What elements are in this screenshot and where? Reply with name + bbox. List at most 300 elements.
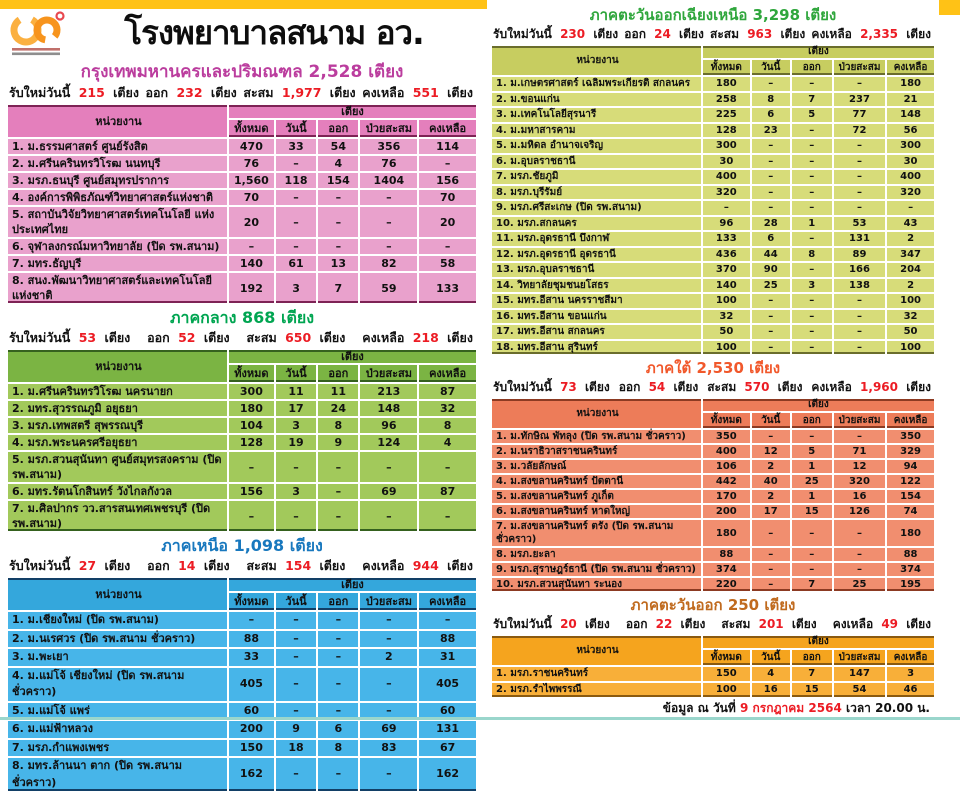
bed-value: – [275, 500, 317, 532]
org-name: 4. ม.สงขลานครินทร์ ปัตตานี [491, 474, 702, 489]
beds-subheader: คงเหลือ [418, 119, 477, 138]
bed-value: 106 [702, 459, 751, 474]
org-name: 6. ม.แม่ฟ้าหลวง [7, 720, 228, 739]
central-beds-table [6, 348, 478, 533]
org-name: 6. ม.อุบลราชธานี [491, 154, 702, 170]
bed-value: – [275, 757, 317, 792]
stat-label: คงเหลือ [811, 380, 857, 394]
bed-value: – [359, 667, 418, 702]
org-name: 7. มรภ.ชัยภูมิ [491, 169, 702, 185]
bed-value: – [791, 76, 833, 92]
central-stat-cum [247, 328, 346, 347]
stat-label: สะสม [721, 617, 755, 631]
org-name: 7. ม.ศิลปากร วว.สารสนเทศเพชรบุรี (ปิด รพ.สนาม) [7, 500, 228, 532]
org-name: 16. มทร.อีสาน ขอนแก่น [491, 309, 702, 325]
bed-value: 69 [359, 483, 418, 500]
east-stat-out [626, 615, 706, 633]
org-name: 15. มทร.อีสาน นครราชสีมา [491, 293, 702, 309]
bed-value: – [791, 138, 833, 154]
bed-value: 7 [791, 666, 833, 682]
table-row [7, 206, 477, 238]
bed-value: – [791, 519, 833, 547]
bed-value: 9 [317, 434, 359, 451]
bed-value: – [317, 206, 359, 238]
bed-value: 195 [886, 577, 935, 592]
bed-value: 118 [275, 172, 317, 189]
org-name: 9. มรภ.สุราษฎร์ธานี (ปิด รพ.สนาม ชั่วคราว) [491, 562, 702, 577]
beds-subheader: วันนี้ [275, 592, 317, 611]
table-row [491, 107, 935, 123]
table-row [491, 562, 935, 577]
bed-value: – [228, 238, 275, 255]
bed-value: 28 [751, 216, 791, 232]
bed-value: – [317, 483, 359, 500]
bed-value: 100 [702, 340, 751, 356]
bed-value: 356 [359, 138, 418, 155]
bed-value: 300 [702, 138, 751, 154]
stat-value: 232 [176, 85, 203, 100]
beds-column-header: เตียง [702, 398, 935, 412]
bed-value: – [751, 324, 791, 340]
right-column [487, 0, 939, 717]
org-name: 12. มรภ.อุดรธานี อุดรธานี [491, 247, 702, 263]
table-row [491, 293, 935, 309]
bed-value: 15 [791, 682, 833, 698]
bed-value: – [275, 238, 317, 255]
bangkok-daily-stats [6, 83, 478, 102]
org-name: 13. มรภ.อุบลราชธานี [491, 262, 702, 278]
bed-value: 100 [702, 293, 751, 309]
stat-unit: เตียง [199, 330, 230, 345]
bed-value: – [833, 293, 886, 309]
stat-value: 1,960 [860, 380, 899, 394]
bottom-accent-line [0, 717, 960, 720]
bed-value: – [275, 451, 317, 483]
stat-unit: เตียง [902, 617, 931, 631]
north-stat-cum [247, 556, 346, 575]
stat-value: 944 [412, 558, 439, 573]
bed-value: – [317, 630, 359, 649]
beds-subheader: ทั้งหมด [702, 59, 751, 76]
bed-value: 56 [886, 123, 935, 139]
mhesi-logo-icon [6, 11, 68, 59]
stat-value: 52 [178, 330, 196, 345]
bed-value: 2 [359, 648, 418, 667]
bed-value: 1 [791, 489, 833, 504]
bed-value: 470 [228, 138, 275, 155]
bed-value: 100 [702, 682, 751, 698]
bed-value: – [791, 231, 833, 247]
bed-value: 87 [418, 483, 477, 500]
stat-unit: เตียง [315, 330, 346, 345]
bed-value: 133 [418, 272, 477, 304]
table-header-row [7, 104, 477, 119]
bed-value: 32 [702, 309, 751, 325]
bed-value: – [791, 429, 833, 444]
org-name: 1. มรภ.ราชนครินทร์ [491, 666, 702, 682]
bed-value: 69 [359, 720, 418, 739]
bed-value: – [751, 429, 791, 444]
south-beds-table [490, 397, 936, 593]
bed-value: 83 [359, 739, 418, 758]
org-name: 2. มรภ.รำไพพรรณี [491, 682, 702, 698]
north-stat-remain [362, 556, 473, 575]
bed-value: – [791, 324, 833, 340]
south-region-title: ภาคใต้ 2,530 เตียง [645, 359, 781, 377]
bed-value: 88 [228, 630, 275, 649]
beds-subheader: ป่วยสะสม [833, 59, 886, 76]
stat-label: รับใหม่วันนี้ [9, 558, 75, 573]
table-row [491, 231, 935, 247]
stat-unit: เตียง [589, 27, 619, 41]
org-name: 2. ม.นราธิวาสราชนครินทร์ [491, 444, 702, 459]
region-section-northeast [490, 5, 936, 356]
east-stat-new [493, 615, 610, 633]
beds-subheader: ป่วยสะสม [833, 412, 886, 429]
central-region-title: ภาคกลาง 868 เตียง [169, 308, 315, 327]
bed-value: 3 [275, 483, 317, 500]
org-name: 10. มรภ.สกลนคร [491, 216, 702, 232]
stat-unit: เตียง [100, 558, 131, 573]
bed-value: – [359, 757, 418, 792]
table-row [491, 92, 935, 108]
bed-value: 180 [702, 76, 751, 92]
central-daily-stats [6, 328, 478, 347]
bed-value: 88 [702, 547, 751, 562]
bed-value: – [275, 630, 317, 649]
org-name: 18. มทร.อีสาน สุรินทร์ [491, 340, 702, 356]
bed-value: 16 [751, 682, 791, 698]
table-row [7, 172, 477, 189]
bed-value: 96 [702, 216, 751, 232]
bed-value: 61 [275, 255, 317, 272]
bed-value: – [833, 154, 886, 170]
bed-value: – [228, 451, 275, 483]
table-row [491, 154, 935, 170]
stat-value: 2,335 [860, 27, 899, 41]
org-name: 2. ม.ศรีนครินทรวิโรฒ นนทบุรี [7, 155, 228, 172]
northeast-stat-new [493, 25, 618, 43]
north-region-title: ภาคเหนือ 1,098 เตียง [161, 536, 323, 555]
bed-value: 70 [418, 189, 477, 206]
bed-value: – [359, 500, 418, 532]
bed-value: 150 [702, 666, 751, 682]
beds-subheader: คงเหลือ [886, 649, 935, 666]
bed-value: – [418, 611, 477, 630]
beds-subheader: คงเหลือ [418, 364, 477, 383]
bed-value: 8 [418, 417, 477, 434]
timestamp-suffix: เวลา 20.00 น. [845, 701, 930, 715]
northeast-stat-out [624, 25, 704, 43]
bed-value: – [751, 309, 791, 325]
central-stat-out [147, 328, 230, 347]
bed-value: 3 [275, 272, 317, 304]
bed-value: 237 [833, 92, 886, 108]
bangkok-stat-out [146, 83, 237, 102]
bed-value: 17 [275, 400, 317, 417]
bed-value: 44 [751, 247, 791, 263]
bed-value: – [886, 200, 935, 216]
stat-label: สะสม [246, 558, 282, 573]
org-name: 8. มทร.ล้านนา ตาก (ปิด รพ.สนาม ชั่วคราว) [7, 757, 228, 792]
bed-value: 20 [418, 206, 477, 238]
beds-subheader: วันนี้ [275, 119, 317, 138]
bed-value: 76 [359, 155, 418, 172]
bed-value: – [791, 185, 833, 201]
table-row [491, 340, 935, 356]
beds-subheader: ออก [791, 412, 833, 429]
bed-value: – [751, 562, 791, 577]
table-row [491, 666, 935, 682]
bed-value: 320 [702, 185, 751, 201]
bed-value: 128 [702, 123, 751, 139]
bangkok-stat-new [9, 83, 139, 102]
beds-subheader: คงเหลือ [886, 412, 935, 429]
bed-value: 60 [228, 702, 275, 721]
stat-label: คงเหลือ [362, 85, 409, 100]
org-column-header: หน่วยงาน [491, 398, 702, 429]
bed-value: 33 [275, 138, 317, 155]
bed-value: – [791, 547, 833, 562]
table-row [7, 400, 477, 417]
left-sections [6, 61, 478, 793]
bed-value: 148 [359, 400, 418, 417]
beds-subheader: วันนี้ [751, 649, 791, 666]
stat-unit: เตียง [206, 85, 237, 100]
east-stat-cum [721, 615, 816, 633]
beds-subheader: ทั้งหมด [702, 412, 751, 429]
timestamp-date: 9 กรกฎาคม 2564 [739, 701, 842, 715]
bed-value: 162 [228, 757, 275, 792]
org-name: 9. มรภ.ศรีสะเกษ (ปิด รพ.สนาม) [491, 200, 702, 216]
stat-label: ออก [147, 558, 175, 573]
bed-value: 370 [702, 262, 751, 278]
bed-value: 300 [228, 383, 275, 400]
bed-value: – [275, 155, 317, 172]
bed-value: – [275, 667, 317, 702]
region-section-south [490, 358, 936, 593]
bed-value: – [275, 702, 317, 721]
bed-value: 43 [886, 216, 935, 232]
table-row [7, 238, 477, 255]
org-name: 4. ม.แม่โจ้ เชียงใหม่ (ปิด รพ.สนาม ชั่วคราว) [7, 667, 228, 702]
table-row [491, 444, 935, 459]
stat-label: สะสม [707, 380, 741, 394]
bed-value: 32 [886, 309, 935, 325]
bed-value: 258 [702, 92, 751, 108]
org-name: 1. ม.เกษตรศาสตร์ เฉลิมพระเกียรติ สกลนคร [491, 76, 702, 92]
bed-value: 3 [275, 417, 317, 434]
bed-value: 405 [418, 667, 477, 702]
bed-value: 7 [317, 272, 359, 304]
stat-unit: เตียง [902, 27, 931, 41]
bed-value: 131 [833, 231, 886, 247]
data-timestamp [490, 699, 936, 717]
south-stat-cum [707, 378, 802, 396]
beds-column-header: เตียง [228, 349, 477, 364]
bed-value: 350 [886, 429, 935, 444]
beds-subheader: ป่วยสะสม [359, 119, 418, 138]
bed-value: – [751, 76, 791, 92]
bed-value: – [791, 262, 833, 278]
bed-value: 25 [751, 278, 791, 294]
bed-value: 192 [228, 272, 275, 304]
bed-value: – [751, 547, 791, 562]
bed-value: – [791, 200, 833, 216]
bed-value: – [359, 611, 418, 630]
south-stat-remain [811, 378, 931, 396]
beds-subheader: คงเหลือ [886, 59, 935, 76]
table-row [7, 757, 477, 792]
org-name: 2. ม.นเรศวร (ปิด รพ.สนาม ชั่วคราว) [7, 630, 228, 649]
bed-value: 374 [886, 562, 935, 577]
bed-value: – [833, 185, 886, 201]
bed-value: – [317, 611, 359, 630]
bed-value: 1 [791, 459, 833, 474]
bed-value: 320 [886, 185, 935, 201]
stat-unit: เตียง [325, 85, 356, 100]
bed-value: – [791, 309, 833, 325]
central-stat-remain [362, 328, 473, 347]
org-name: 1. ม.ศรีนครินทรวิโรฒ นครนายก [7, 383, 228, 400]
stat-unit: เตียง [776, 27, 806, 41]
org-name: 4. องค์การพิพิธภัณฑ์วิทยาศาสตร์แห่งชาติ [7, 189, 228, 206]
bed-value: – [751, 340, 791, 356]
bed-value: 138 [833, 278, 886, 294]
table-row [491, 123, 935, 139]
bed-value: 180 [886, 519, 935, 547]
bed-value: – [317, 500, 359, 532]
bed-value: 220 [702, 577, 751, 592]
table-row [7, 483, 477, 500]
org-name: 5. ม.มหิดล อำนาจเจริญ [491, 138, 702, 154]
stat-value: 215 [78, 85, 105, 100]
org-name: 8. มรภ.บุรีรัมย์ [491, 185, 702, 201]
south-daily-stats [490, 378, 936, 396]
table-row [7, 611, 477, 630]
bed-value: 32 [418, 400, 477, 417]
stat-label: รับใหม่วันนี้ [493, 380, 557, 394]
table-row [491, 185, 935, 201]
stat-unit: เตียง [442, 558, 473, 573]
beds-column-header: เตียง [228, 577, 477, 592]
org-column-header: หน่วยงาน [7, 577, 228, 611]
bed-value: 15 [791, 504, 833, 519]
bed-value: – [833, 169, 886, 185]
bed-value: – [702, 200, 751, 216]
bed-value: 19 [275, 434, 317, 451]
bed-value: – [418, 238, 477, 255]
table-row [7, 720, 477, 739]
bed-value: 89 [833, 247, 886, 263]
table-header-row [491, 398, 935, 412]
stat-label: ออก [618, 380, 645, 394]
bed-value: 180 [228, 400, 275, 417]
bed-value: 8 [317, 739, 359, 758]
org-name: 1. ม.ธรรมศาสตร์ ศูนย์รังสิต [7, 138, 228, 155]
region-section-east [490, 595, 936, 699]
beds-subheader: ป่วยสะสม [359, 364, 418, 383]
bed-value: 24 [317, 400, 359, 417]
bed-value: 1,560 [228, 172, 275, 189]
beds-subheader: ทั้งหมด [228, 592, 275, 611]
bed-value: – [317, 757, 359, 792]
east-beds-table [490, 634, 936, 699]
table-row [491, 200, 935, 216]
stat-label: ออก [624, 27, 651, 41]
bed-value: 21 [886, 92, 935, 108]
table-row [7, 383, 477, 400]
bed-value: 133 [702, 231, 751, 247]
bed-value: 3 [886, 666, 935, 682]
left-column [6, 10, 478, 793]
bed-value: 204 [886, 262, 935, 278]
bed-value: 8 [317, 417, 359, 434]
page-header [6, 10, 478, 59]
bed-value: – [791, 154, 833, 170]
org-name: 5. สถาบันวิจัยวิทยาศาสตร์เทคโนโลยี แห่งประเทศไทย [7, 206, 228, 238]
bed-value: 213 [359, 383, 418, 400]
bed-value: 225 [702, 107, 751, 123]
stat-value: 20 [560, 617, 577, 631]
table-row [491, 138, 935, 154]
table-row [491, 76, 935, 92]
org-name: 5. ม.สงขลานครินทร์ ภูเก็ต [491, 489, 702, 504]
bed-value: 30 [702, 154, 751, 170]
table-row [491, 278, 935, 294]
beds-subheader: วันนี้ [275, 364, 317, 383]
bed-value: 13 [317, 255, 359, 272]
stat-unit: เตียง [902, 380, 931, 394]
org-name: 7. ม.สงขลานครินทร์ ตรัง (ปิด รพ.สนาม ชั่วคราว) [491, 519, 702, 547]
bed-value: 405 [228, 667, 275, 702]
bed-value: – [791, 562, 833, 577]
table-row [7, 434, 477, 451]
bed-value: 150 [228, 739, 275, 758]
stat-label: สะสม [246, 330, 282, 345]
table-row [491, 459, 935, 474]
bed-value: 1404 [359, 172, 418, 189]
stat-value: 1,977 [281, 85, 322, 100]
bed-value: 200 [702, 504, 751, 519]
northeast-region-title: ภาคตะวันออกเฉียงเหนือ 3,298 เตียง [589, 6, 837, 24]
bed-value: 300 [886, 138, 935, 154]
bed-value: 74 [886, 504, 935, 519]
bed-value: 46 [886, 682, 935, 698]
org-name: 3. ม.เทคโนโลยีสุรนารี [491, 107, 702, 123]
bed-value: – [833, 200, 886, 216]
central-stat-new [9, 328, 130, 347]
bed-value: 162 [418, 757, 477, 792]
bed-value: 11 [275, 383, 317, 400]
bed-value: 12 [751, 444, 791, 459]
table-row [491, 169, 935, 185]
stat-label: สะสม [243, 85, 278, 100]
bed-value: 3 [791, 278, 833, 294]
bed-value: – [833, 76, 886, 92]
beds-column-header: เตียง [702, 635, 935, 649]
bed-value: 25 [833, 577, 886, 592]
bed-value: 347 [886, 247, 935, 263]
org-name: 3. ม.พะเยา [7, 648, 228, 667]
bed-value: – [275, 611, 317, 630]
stat-label: คงเหลือ [362, 558, 409, 573]
org-name: 2. ม.ขอนแก่น [491, 92, 702, 108]
region-section-north [6, 535, 478, 793]
stat-unit: เตียง [580, 380, 610, 394]
bed-value: – [833, 309, 886, 325]
bed-value: 72 [833, 123, 886, 139]
